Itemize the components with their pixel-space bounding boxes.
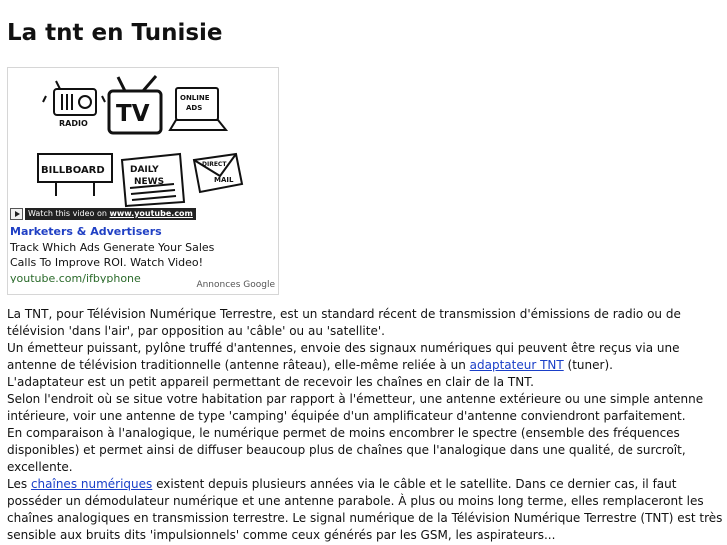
page-title: La tnt en Tunisie [7,20,223,46]
radio-label: RADIO [59,119,88,128]
paragraph-adapter: L'adaptateur est un petit appareil permettant de recevoir les chaînes en clair de la TNT. [7,375,534,389]
play-icon[interactable] [10,208,23,220]
ad-headline-link[interactable]: Marketers & Advertisers [10,225,162,238]
article-body [7,306,723,544]
paragraph-digital-channels [7,476,723,544]
ad-description-line-1: Track Which Ads Generate Your Sales [10,240,215,254]
radio-icon [43,81,105,115]
direct-label: DIRECT [202,161,227,168]
paragraph-tnt-definition: La TNT, pour Télévision Numérique Terrestre, est un standard récent de transmission d'émissions de radio ou de télévision 'dans l'air', par opposition au 'câble' ou au 'satellite'. [7,307,681,338]
billboard-label: BILLBOARD [41,165,105,176]
daily-label: DAILY [130,165,159,175]
online-label: ONLINE [180,94,210,102]
paragraph-comparison: En comparaison à l'analogique, le numérique permet de moins encombrer le spectre (ensemble des fréquences disponibles) et permet ainsi de diffuser beaucoup plus de chaînes que l'analogique dans une qualité, de surcroît, excellente. [7,426,686,474]
paragraph-antenna: Selon l'endroit où se situe votre habitation par rapport à l'émetteur, une antenne extérieure ou une simple antenne intérieure, voir une antenne de type 'camping' équipée d'un amplificateur d'antenne conviendront parfaitement. [7,392,704,423]
paragraph-emitter [7,340,723,374]
envelope-icon [194,154,242,192]
youtube-link[interactable]: www.youtube.com [109,208,193,218]
youtube-overlay-bar [10,207,196,220]
ads-label: ADS [186,104,203,112]
news-label: NEWS [134,177,165,187]
mail-label: MAIL [214,176,234,184]
watch-on-youtube-label [25,208,196,220]
paragraph-emitter-tail: (tuner). [563,358,613,372]
paragraph-digital-channels-text: existent depuis plusieurs années via le câble et le satellite. Dans ce dernier cas, il faut posséder un démodulateur numérique et une antenne parabole. À plus ou moins long terme, elles remplaceront les chaînes analogiques en transmission terrestre. Le signal numérique de la Télévision Numérique Terrestre (TNT) est très sensible aux bruits dits 'impulsionnels' comme ceux générés par les GSM, les aspirateurs... [7,477,723,542]
ad-text-block [10,224,276,283]
advertising-media-illustration [8,68,279,220]
ad-display-url[interactable]: youtube.com/ifbyphone [10,271,141,283]
tv-label: TV [116,101,150,127]
paragraph-emitter-text: Un émetteur puissant, pylône truffé d'antennes, envoie des signaux numériques qui peuvent être reçus via une antenne de télévision traditionnelle (antenne râteau), elle-même reliée à un [7,341,680,372]
watch-prefix: Watch this video on [28,208,107,218]
google-ad-unit [7,67,279,295]
video-thumbnail[interactable] [8,68,279,220]
ad-description-line-2: Calls To Improve ROI. Watch Video! [10,256,204,269]
ads-by-google-label[interactable]: Annonces Google [196,280,275,290]
adaptateur-tnt-link[interactable]: adaptateur TNT [469,358,564,372]
paragraph-digital-channels-lead: Les [7,477,31,491]
chaines-numeriques-link[interactable]: chaînes numériques [30,477,153,491]
